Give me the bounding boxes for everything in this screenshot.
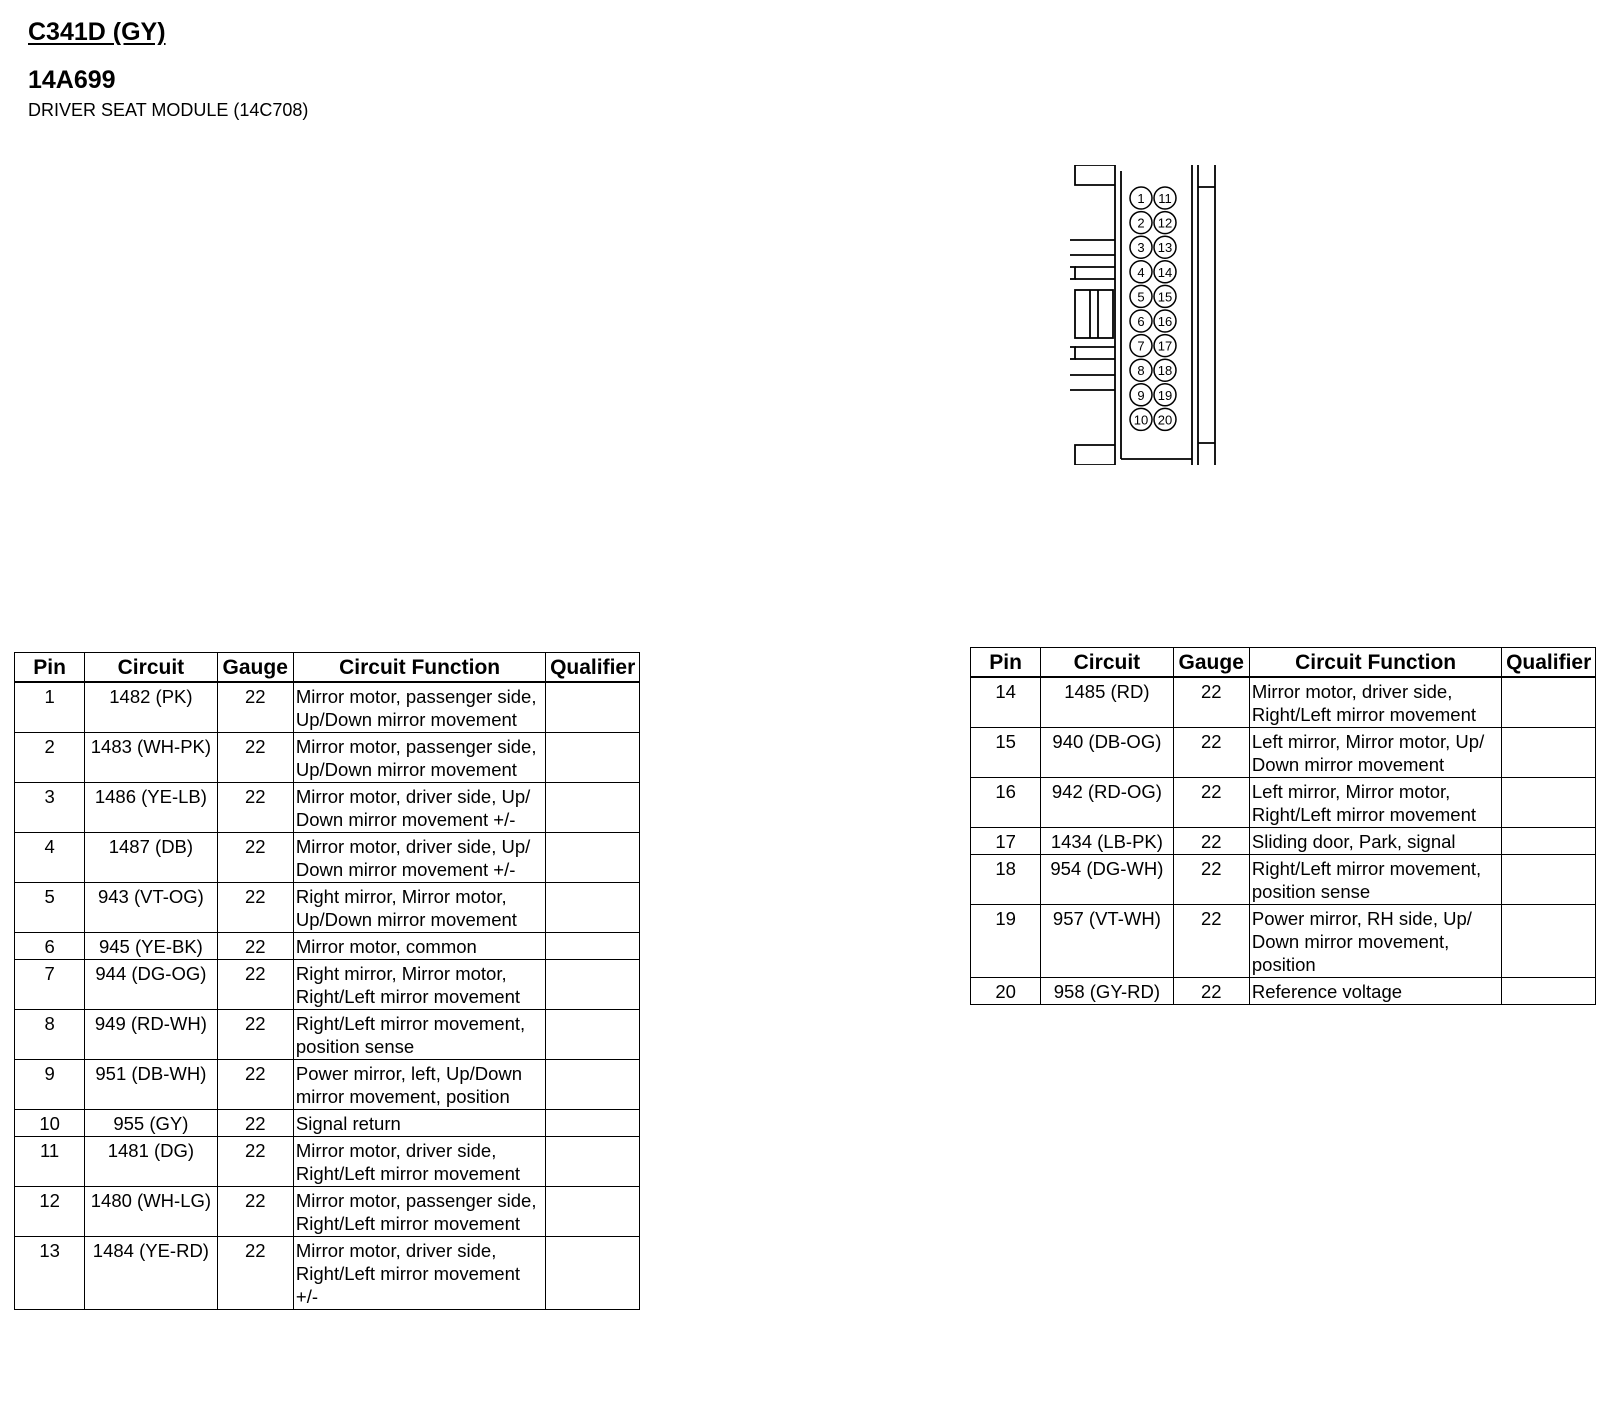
pin-cell: 6: [15, 933, 85, 960]
pin-number-label: 3: [1137, 240, 1145, 256]
gauge-cell: 22: [1173, 828, 1249, 855]
qualifier-cell: [1502, 778, 1596, 828]
table-row: [15, 1110, 640, 1137]
pin-table-right: [970, 647, 1596, 1005]
circuit-cell: 1481 (DG): [85, 1137, 217, 1187]
circuit-function-cell: Mirror motor, driver side, Right/Left mirror movement: [293, 1137, 545, 1187]
gauge-cell: 22: [217, 933, 293, 960]
gauge-cell: 22: [217, 833, 293, 883]
latch-bottom-arm: [1070, 375, 1115, 390]
pin-table-left: [14, 652, 640, 1310]
qualifier-cell: [546, 1137, 640, 1187]
column-header-gauge: Gauge: [1173, 648, 1249, 678]
table-row: [971, 728, 1596, 778]
circuit-cell: 1486 (YE-LB): [85, 783, 217, 833]
pin-cell: 14: [971, 677, 1041, 728]
part-number: 14A699: [28, 66, 116, 94]
qualifier-cell: [546, 883, 640, 933]
pin-number-label: 13: [1157, 240, 1173, 256]
column-header-pin: Pin: [15, 653, 85, 683]
qualifier-cell: [546, 733, 640, 783]
table-row: [15, 1187, 640, 1237]
circuit-function-cell: Left mirror, Mirror motor, Up/ Down mirror movement: [1249, 728, 1501, 778]
gauge-cell: 22: [217, 733, 293, 783]
gauge-cell: 22: [217, 1237, 293, 1310]
gauge-cell: 22: [217, 783, 293, 833]
qualifier-cell: [1502, 905, 1596, 978]
pin-cell: 11: [15, 1137, 85, 1187]
table-header-row: [971, 648, 1596, 678]
pin-number-label: 1: [1137, 191, 1145, 206]
qualifier-cell: [546, 783, 640, 833]
gauge-cell: 22: [217, 1060, 293, 1110]
qualifier-cell: [546, 960, 640, 1010]
circuit-function-cell: Right mirror, Mirror motor, Right/Left mirror movement: [293, 960, 545, 1010]
housing-bottom-ledge: [1075, 445, 1115, 465]
gauge-cell: 22: [217, 1010, 293, 1060]
table-row: [15, 1237, 640, 1310]
pin-number-label: 2: [1137, 215, 1145, 231]
latch-clip-top: [1070, 267, 1075, 279]
pin-number-label: 5: [1137, 289, 1145, 305]
pin-number-label: 20: [1157, 412, 1173, 428]
column-header-circuit-function: Circuit Function: [1249, 648, 1501, 678]
circuit-cell: 1485 (RD): [1041, 677, 1173, 728]
pin-number-label: 19: [1157, 387, 1173, 403]
table-row: [15, 733, 640, 783]
gauge-cell: 22: [217, 1137, 293, 1187]
qualifier-cell: [1502, 677, 1596, 728]
table-row: [971, 905, 1596, 978]
pin-cell: 9: [15, 1060, 85, 1110]
latch-top-arm: [1070, 240, 1115, 255]
circuit-cell: 958 (GY-RD): [1041, 978, 1173, 1005]
circuit-cell: 945 (YE-BK): [85, 933, 217, 960]
circuit-cell: 949 (RD-WH): [85, 1010, 217, 1060]
table-row: [15, 960, 640, 1010]
column-header-gauge: Gauge: [217, 653, 293, 683]
circuit-cell: 957 (VT-WH): [1041, 905, 1173, 978]
pin-cell: 3: [15, 783, 85, 833]
gauge-cell: 22: [217, 883, 293, 933]
qualifier-cell: [1502, 978, 1596, 1005]
circuit-cell: 1482 (PK): [85, 682, 217, 733]
qualifier-cell: [1502, 855, 1596, 905]
pin-number-label: 6: [1137, 314, 1145, 329]
circuit-function-cell: Mirror motor, driver side, Right/Left mirror movement: [1249, 677, 1501, 728]
gauge-cell: 22: [1173, 855, 1249, 905]
pin-number-label: 14: [1157, 264, 1173, 280]
circuit-function-cell: Sliding door, Park, signal: [1249, 828, 1501, 855]
table-row: [15, 1137, 640, 1187]
table-row: [971, 828, 1596, 855]
table-row: [971, 978, 1596, 1005]
gauge-cell: 22: [1173, 978, 1249, 1005]
table-row: [15, 783, 640, 833]
table-row: [971, 778, 1596, 828]
circuit-function-cell: Mirror motor, driver side, Up/ Down mirror movement +/-: [293, 833, 545, 883]
pin-cell: 17: [971, 828, 1041, 855]
pin-cell: 10: [15, 1110, 85, 1137]
pin-number-label: 12: [1157, 215, 1173, 231]
circuit-cell: 954 (DG-WH): [1041, 855, 1173, 905]
pin-cell: 18: [971, 855, 1041, 905]
pin-cell: 2: [15, 733, 85, 783]
column-header-circuit-function: Circuit Function: [293, 653, 545, 683]
pin-cell: 4: [15, 833, 85, 883]
connector-face-diagram: [1070, 165, 1230, 465]
pin-number-label: 7: [1137, 338, 1145, 354]
qualifier-cell: [546, 833, 640, 883]
pin-cell: 20: [971, 978, 1041, 1005]
circuit-function-cell: Mirror motor, common: [293, 933, 545, 960]
gauge-cell: 22: [1173, 728, 1249, 778]
column-header-circuit: Circuit: [1041, 648, 1173, 678]
qualifier-cell: [546, 1060, 640, 1110]
qualifier-cell: [546, 1237, 640, 1310]
pin-cell: 15: [971, 728, 1041, 778]
circuit-cell: 1434 (LB-PK): [1041, 828, 1173, 855]
qualifier-cell: [1502, 828, 1596, 855]
circuit-function-cell: Reference voltage: [1249, 978, 1501, 1005]
pin-number-label: 4: [1137, 264, 1145, 280]
table-row: [971, 677, 1596, 728]
circuit-function-cell: Right mirror, Mirror motor, Up/Down mirror movement: [293, 883, 545, 933]
table-header-row: [15, 653, 640, 683]
circuit-function-cell: Mirror motor, passenger side, Up/Down mirror movement: [293, 733, 545, 783]
column-header-pin: Pin: [971, 648, 1041, 678]
table-row: [15, 682, 640, 733]
gauge-cell: 22: [1173, 677, 1249, 728]
circuit-cell: 943 (VT-OG): [85, 883, 217, 933]
column-header-qualifier: Qualifier: [546, 653, 640, 683]
pin-number-label: 15: [1157, 289, 1173, 305]
column-header-circuit: Circuit: [85, 653, 217, 683]
pin-cell: 5: [15, 883, 85, 933]
pin-cell: 19: [971, 905, 1041, 978]
qualifier-cell: [546, 933, 640, 960]
circuit-cell: 942 (RD-OG): [1041, 778, 1173, 828]
circuit-function-cell: Mirror motor, passenger side, Right/Left mirror movement: [293, 1187, 545, 1237]
gauge-cell: 22: [217, 1187, 293, 1237]
circuit-cell: 951 (DB-WH): [85, 1060, 217, 1110]
pin-cell: 7: [15, 960, 85, 1010]
qualifier-cell: [546, 1010, 640, 1060]
pin-cell: 8: [15, 1010, 85, 1060]
pin-number-label: 16: [1157, 314, 1173, 329]
circuit-cell: 955 (GY): [85, 1110, 217, 1137]
circuit-cell: 1484 (YE-RD): [85, 1237, 217, 1310]
gauge-cell: 22: [217, 682, 293, 733]
circuit-function-cell: Mirror motor, driver side, Up/ Down mirror movement +/-: [293, 783, 545, 833]
circuit-function-cell: Power mirror, left, Up/Down mirror movement, position: [293, 1060, 545, 1110]
gauge-cell: 22: [1173, 905, 1249, 978]
circuit-function-cell: Mirror motor, passenger side, Up/Down mirror movement: [293, 682, 545, 733]
qualifier-cell: [546, 1110, 640, 1137]
circuit-function-cell: Right/Left mirror movement, position sense: [1249, 855, 1501, 905]
table-row: [971, 855, 1596, 905]
pin-cell: 12: [15, 1187, 85, 1237]
gauge-cell: 22: [217, 1110, 293, 1137]
pin-number-label: 8: [1137, 363, 1145, 379]
table-row: [15, 1060, 640, 1110]
pin-cell: 1: [15, 682, 85, 733]
circuit-function-cell: Left mirror, Mirror motor, Right/Left mirror movement: [1249, 778, 1501, 828]
circuit-function-cell: Power mirror, RH side, Up/ Down mirror movement, position: [1249, 905, 1501, 978]
circuit-cell: 944 (DG-OG): [85, 960, 217, 1010]
circuit-cell: 1480 (WH-LG): [85, 1187, 217, 1237]
latch-window: [1075, 290, 1113, 338]
qualifier-cell: [546, 682, 640, 733]
table-row: [15, 883, 640, 933]
pin-number-label: 18: [1157, 363, 1173, 379]
pin-cell: 16: [971, 778, 1041, 828]
module-description: DRIVER SEAT MODULE (14C708): [28, 100, 309, 120]
pin-number-label: 11: [1158, 191, 1172, 206]
circuit-function-cell: Signal return: [293, 1110, 545, 1137]
circuit-function-cell: Right/Left mirror movement, position sense: [293, 1010, 545, 1060]
gauge-cell: 22: [1173, 778, 1249, 828]
housing-top-ledge: [1075, 165, 1115, 185]
table-row: [15, 1010, 640, 1060]
column-header-qualifier: Qualifier: [1502, 648, 1596, 678]
pin-cell: 13: [15, 1237, 85, 1310]
circuit-cell: 1487 (DB): [85, 833, 217, 883]
pin-number-label: 17: [1157, 338, 1173, 354]
table-row: [15, 933, 640, 960]
latch-clip-bottom: [1070, 347, 1075, 359]
gauge-cell: 22: [217, 960, 293, 1010]
qualifier-cell: [1502, 728, 1596, 778]
pin-number-label: 9: [1137, 387, 1145, 403]
circuit-function-cell: Mirror motor, driver side, Right/Left mirror movement +/-: [293, 1237, 545, 1310]
circuit-cell: 940 (DB-OG): [1041, 728, 1173, 778]
qualifier-cell: [546, 1187, 640, 1237]
table-row: [15, 833, 640, 883]
circuit-cell: 1483 (WH-PK): [85, 733, 217, 783]
connector-title: C341D (GY): [28, 18, 166, 46]
pin-number-label: 10: [1133, 412, 1149, 428]
